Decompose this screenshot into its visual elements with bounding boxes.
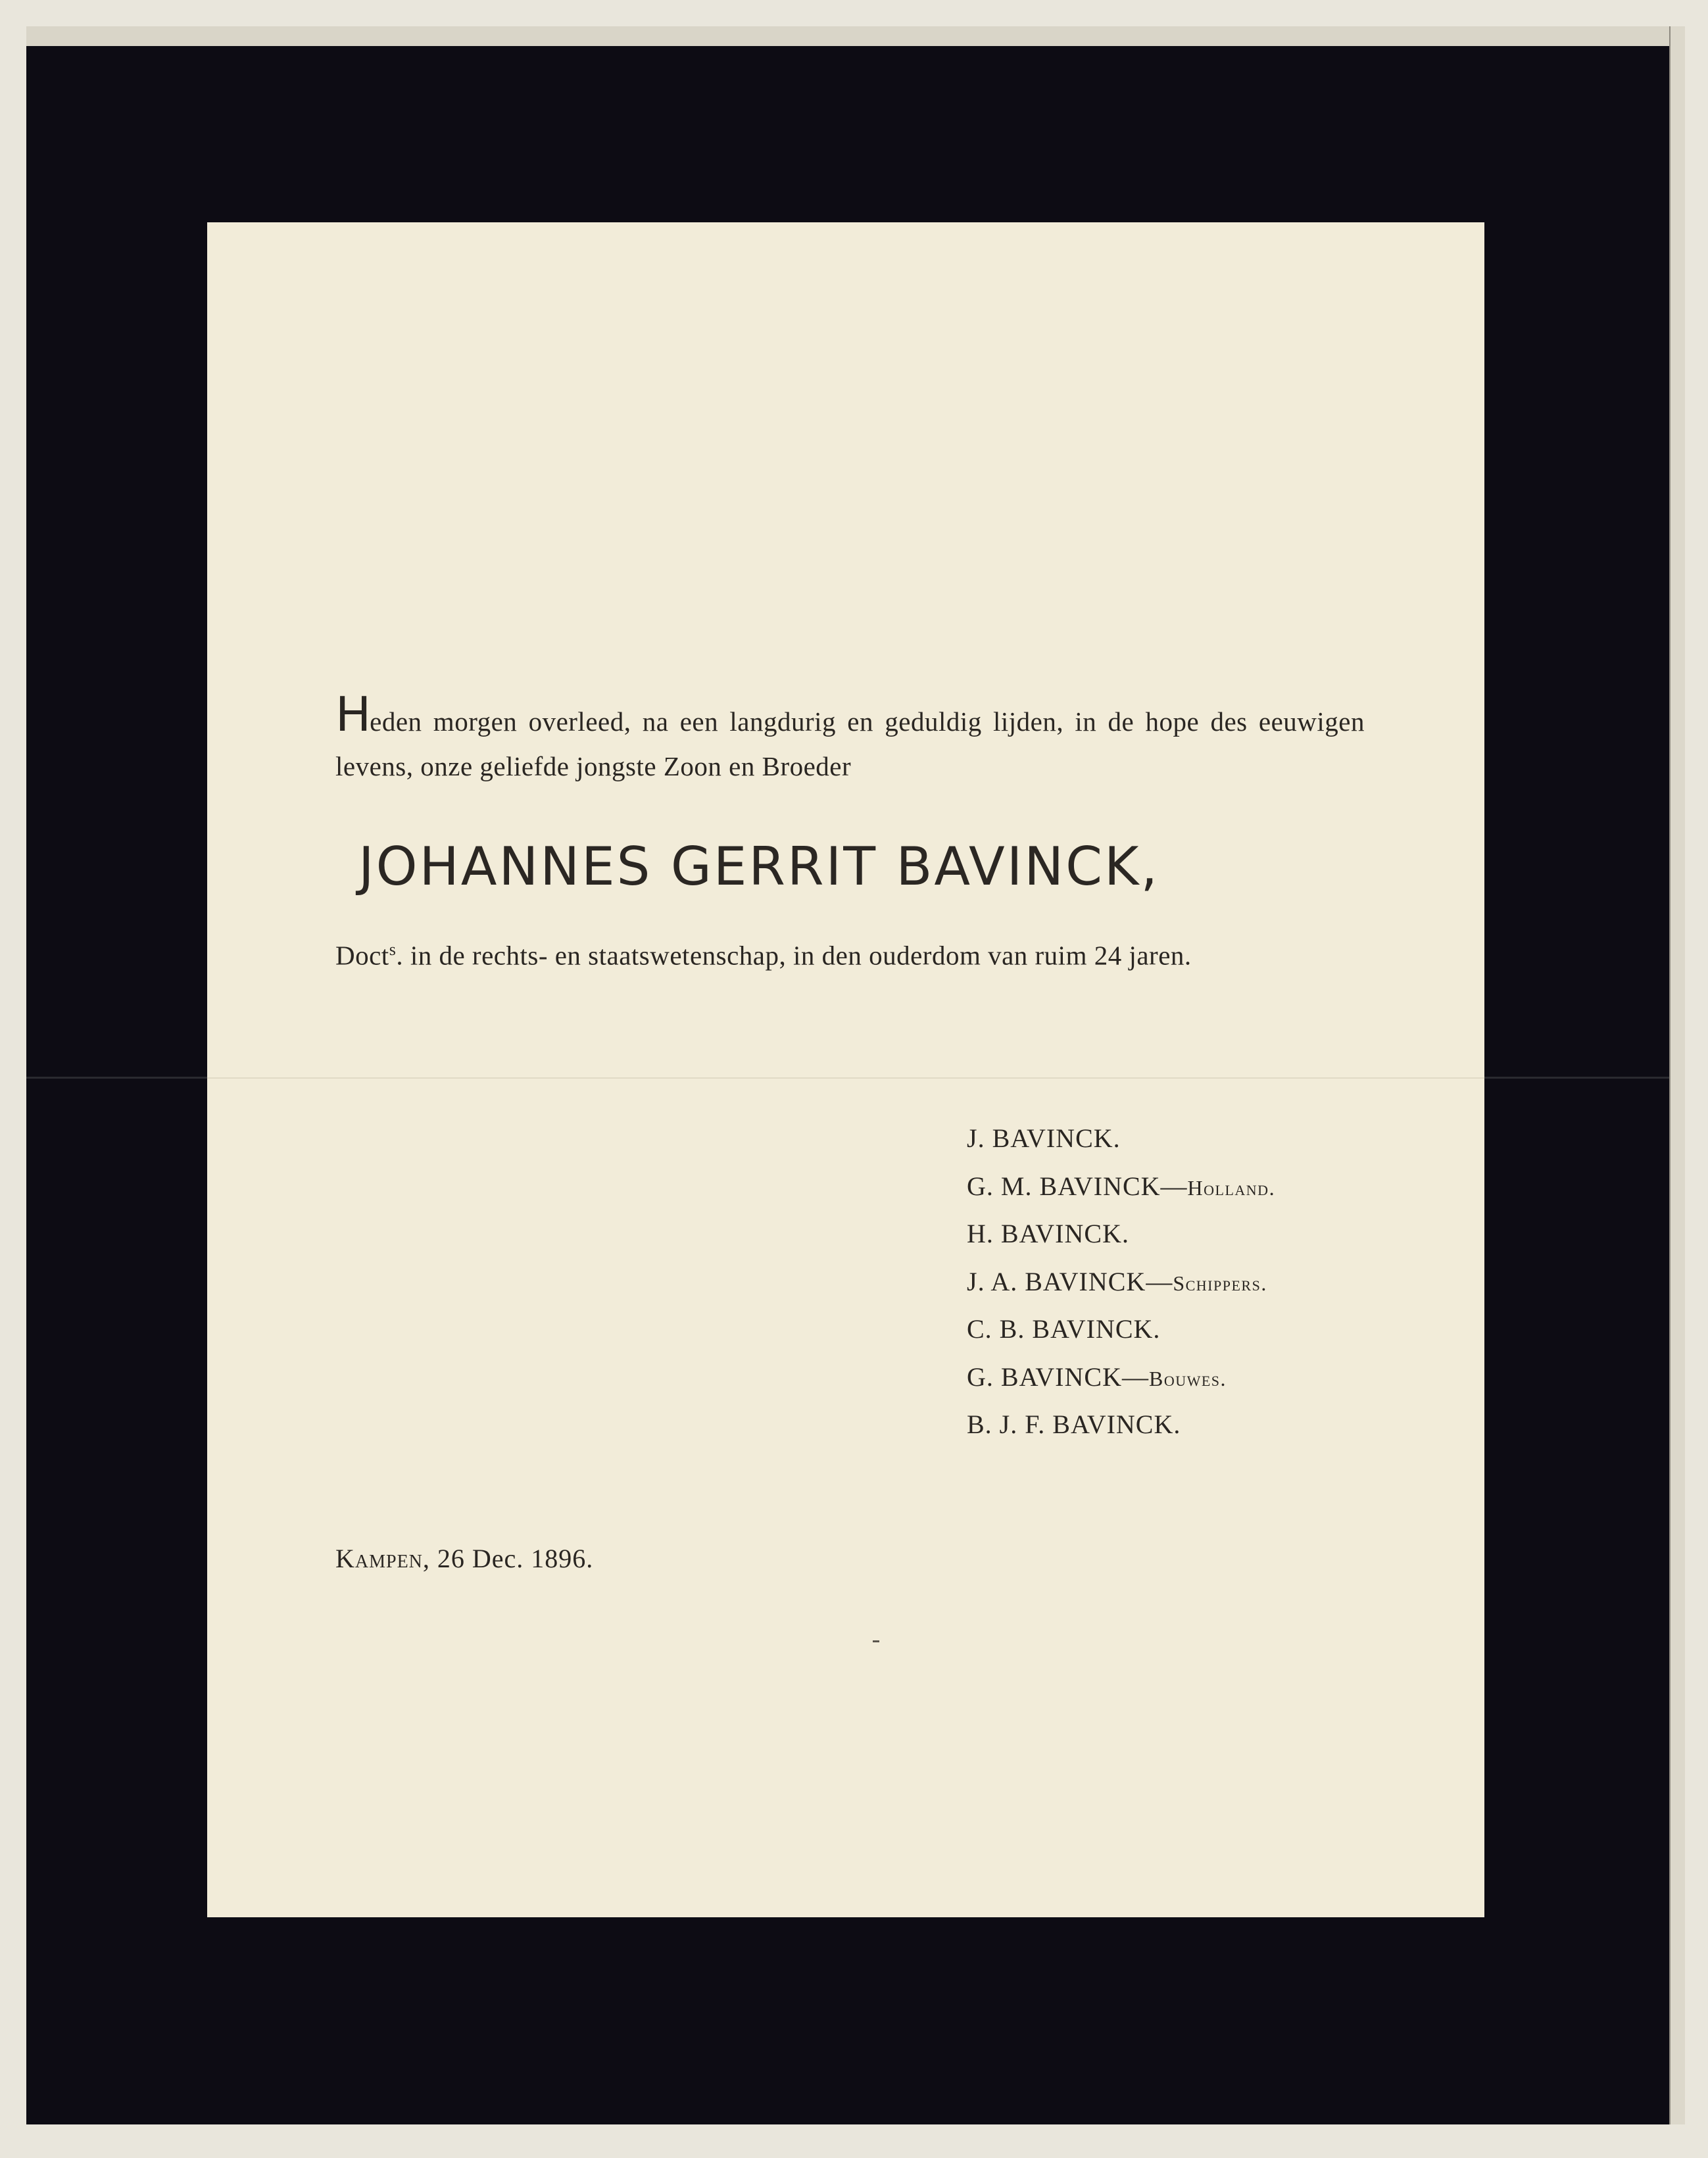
place-date bbox=[335, 1539, 593, 1579]
signer-suffix: Bouwes. bbox=[1148, 1366, 1227, 1390]
description-paragraph bbox=[335, 927, 1365, 978]
paper-right-edge bbox=[1669, 26, 1685, 2124]
title-abbrev: Doct bbox=[335, 940, 389, 971]
signer-suffix: Holland. bbox=[1187, 1175, 1276, 1200]
description-text: . in de rechts- en staatswetenschap, in den ouderdom van ruim 24 jaren. bbox=[396, 940, 1192, 971]
signer-suffix: Schippers. bbox=[1173, 1271, 1267, 1295]
signer-name: B. J. F. BAVINCK. bbox=[967, 1410, 1181, 1439]
paper-fold-line bbox=[207, 1077, 1484, 1079]
place: Kampen bbox=[335, 1544, 423, 1573]
signer-3 bbox=[967, 1211, 1275, 1259]
signer-name: G. BAVINCK— bbox=[967, 1361, 1149, 1392]
signer-name: G. M. BAVINCK— bbox=[967, 1171, 1188, 1201]
signers-list bbox=[967, 1116, 1275, 1450]
signer-name: C. B. BAVINCK. bbox=[967, 1314, 1161, 1344]
signer-4 bbox=[967, 1259, 1275, 1307]
signer-2 bbox=[967, 1164, 1275, 1212]
signer-name: J. BAVINCK. bbox=[967, 1123, 1121, 1153]
date: , 26 Dec. 1896. bbox=[422, 1544, 594, 1573]
opening-text: eden morgen overleed, na een langdurig en geduldig lijden, in de hope des eeuwigen levens, onze geliefde jongste Zoon en Broeder bbox=[335, 706, 1365, 781]
signer-name: H. BAVINCK. bbox=[967, 1219, 1129, 1248]
signer-6 bbox=[967, 1354, 1275, 1402]
signer-5 bbox=[967, 1306, 1275, 1354]
title-abbrev-sup: s bbox=[389, 940, 397, 959]
signer-7 bbox=[967, 1402, 1275, 1450]
announcement-paper bbox=[207, 222, 1484, 1917]
dropcap: H bbox=[335, 687, 370, 742]
signer-1 bbox=[967, 1116, 1275, 1164]
small-dash-mark bbox=[873, 1640, 879, 1642]
deceased-name: JOHANNES GERRIT BAVINCK, bbox=[358, 836, 1159, 897]
signer-name: J. A. BAVINCK— bbox=[967, 1266, 1173, 1296]
opening-paragraph bbox=[335, 687, 1365, 789]
